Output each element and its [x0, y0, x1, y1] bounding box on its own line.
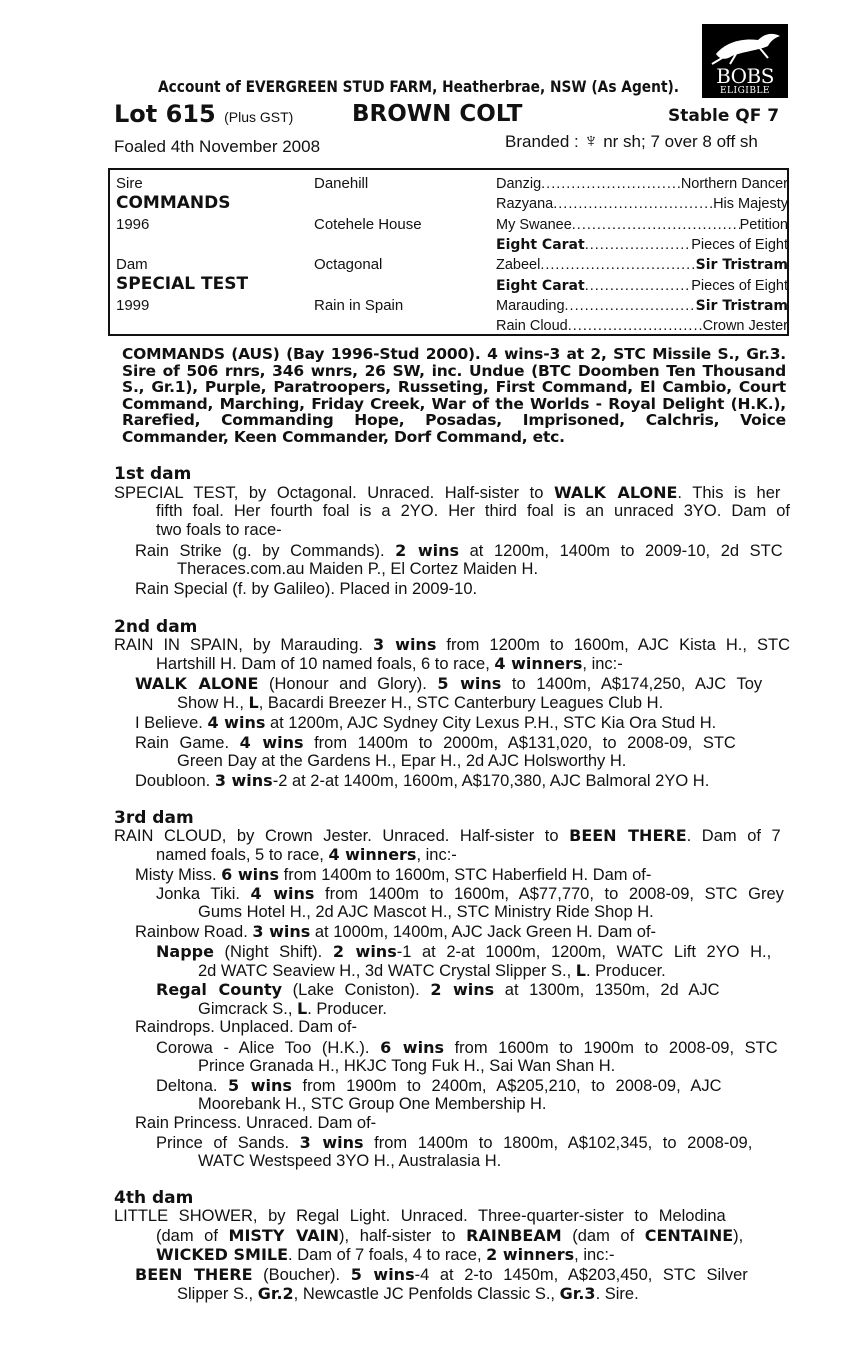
bold-text: RAINBEAM	[466, 1226, 562, 1245]
text: LITTLE SHOWER, by Regal Light. Unraced. Three-quarter-sister to Melodina	[114, 1207, 726, 1225]
text: . Sire.	[595, 1285, 639, 1303]
dam-label: Dam	[116, 256, 148, 273]
pedigree-text-line	[156, 845, 457, 865]
text: . This is her	[677, 484, 781, 502]
text: Rain Princess. Unraced. Dam of-	[135, 1114, 377, 1132]
text: . Dam of 7 foals, 4 to race,	[288, 1246, 487, 1264]
text: -2 at 2-at 1400m, 1600m, A$170,380, AJC Balmoral 2YO H.	[272, 772, 710, 790]
text: at 1000m, 1400m, AJC Jack Green H. Dam of-	[310, 923, 657, 941]
pedigree-text-line	[156, 502, 790, 521]
text: (Lake Coniston).	[282, 981, 431, 999]
pedigree-text-line	[156, 980, 720, 1000]
text: Corowa - Alice Too (H.K.).	[156, 1039, 381, 1057]
bold-text: Gr.2	[257, 1284, 294, 1303]
dam-year: 1999	[116, 297, 150, 314]
text: fifth foal. Her fourth foal is a 2YO. Her third foal is an unraced 3YO. Dam of	[156, 502, 790, 520]
pedigree-text-line	[114, 826, 781, 846]
bold-text: 2 wins	[395, 541, 460, 560]
bold-text: 4 winners	[328, 845, 417, 864]
text: Rain Special (f. by Galileo). Placed in 2009-10.	[135, 580, 478, 598]
pedigree-text-line	[114, 483, 780, 503]
pedigree-text-line	[177, 752, 626, 771]
sire-name: COMMANDS	[116, 193, 231, 213]
bold-text: 4 winners	[494, 654, 583, 673]
first-dam-heading: 1st dam	[114, 464, 192, 484]
text: from 1400m to 1600m, STC Haberfield H. Dam of-	[279, 866, 652, 884]
text: Prince Granada H., HKJC Tong Fuk H., Sai Wan Shan H.	[198, 1057, 616, 1075]
pedigree-text-line	[135, 1114, 376, 1133]
bobs-eligible-logo	[702, 24, 788, 98]
bold-text: BEEN THERE	[135, 1265, 253, 1284]
pedigree-text-line	[156, 1133, 752, 1153]
bold-text: WALK ALONE	[554, 483, 678, 502]
pedigree-text-line	[114, 1207, 726, 1226]
bold-text: L	[575, 961, 586, 980]
text: , Newcastle JC Penfolds Classic S.,	[293, 1285, 560, 1303]
text: RAIN CLOUD, by Crown Jester. Unraced. Half-sister to	[114, 827, 570, 845]
dam-name: SPECIAL TEST	[116, 274, 249, 294]
pedigree-gg-row: Marauding ..... Sir Tristram	[496, 297, 788, 315]
bold-text: WALK ALONE	[135, 674, 259, 693]
sire-summary: COMMANDS (AUS) (Bay 1996-Stud 2000). 4 wins-3 at 2, STC Missile S., Gr.3. Sire of 506 rnrs, 346 wnrs, 26 SW, inc. Undue (BTC Doomben Ten Thousand S., Gr.1), Purple, Paratroopers, Russeting, First Command, El Cambio, Court Command, Marching, Friday Creek, War of the Worlds - Royal Delight (H.K.), Rarefied, Commanding Hope, Posadas, Imprisoned, Calchris, Voice Commander, Keen Commander, Dorf Command, etc.	[122, 345, 786, 446]
sire-dam: Cotehele House	[314, 216, 422, 233]
sire-year: 1996	[116, 216, 150, 233]
text: from 1400m to 2000m, A$131,020, to 2008-09, STC	[303, 734, 736, 752]
bold-text: BEEN THERE	[569, 826, 687, 845]
text: 2d WATC Seaview H., 3d WATC Crystal Slipper S.,	[198, 962, 576, 980]
text: Rain Strike (g. by Commands).	[135, 542, 396, 560]
bold-text: Regal County	[156, 980, 283, 999]
text: from 1400m to 1600m, A$77,770, to 2008-09, STC Grey	[314, 885, 784, 903]
text: Green Day at the Gardens H., Epar H., 2d AJC Holsworthy H.	[177, 752, 627, 770]
pedigree-text-line	[198, 1152, 501, 1171]
text: . Producer.	[307, 1000, 388, 1018]
pedigree-text-line	[156, 1226, 743, 1246]
text: to 1400m, A$174,250, AJC Toy	[501, 675, 763, 693]
pedigree-text-line	[135, 733, 736, 753]
pedigree-text-line	[156, 1038, 778, 1058]
bold-text: 3 wins	[373, 635, 437, 654]
second-dam-heading: 2nd dam	[114, 617, 198, 637]
text: from 1900m to 2400m, A$205,210, to 2008-09, AJC	[291, 1077, 722, 1095]
logo-subtitle: ELIGIBLE	[719, 86, 770, 96]
branded-text: nr sh; 7 over 8 off sh	[603, 132, 758, 151]
pedigree-text-line	[177, 693, 663, 713]
text: Doubloon.	[135, 772, 215, 790]
text: Hartshill H. Dam of 10 named foals, 6 to race,	[156, 655, 495, 673]
third-dam-heading: 3rd dam	[114, 808, 194, 828]
text: (Honour and Glory).	[258, 675, 438, 693]
text: Raindrops. Unplaced. Dam of-	[135, 1018, 357, 1036]
pedigree-text-line	[135, 713, 716, 733]
text: two foals to race-	[156, 521, 282, 539]
pedigree-gg-row: Danzig ..... Northern Dancer	[496, 175, 788, 193]
text: Jonka Tiki.	[156, 885, 251, 903]
pedigree-text-line	[135, 1265, 748, 1285]
bold-text: CENTAINE	[644, 1226, 734, 1245]
sire-label: Sire	[116, 175, 143, 192]
pedigree-text-line	[156, 1076, 722, 1096]
pedigree-text-line	[135, 580, 477, 599]
pedigree-text-line	[135, 922, 656, 942]
pedigree-gg-row: Eight Carat ..... Pieces of Eight	[496, 236, 788, 254]
text: Show H.,	[177, 694, 249, 712]
pedigree-text-line	[156, 1245, 615, 1265]
foaled-date: Foaled 4th November 2008	[114, 137, 321, 156]
pedigree-text-line	[135, 541, 783, 561]
branded-label: Branded :	[505, 132, 579, 151]
pedigree-gg-row: Rain Cloud ..... Crown Jester	[496, 317, 788, 335]
text: Slipper S.,	[177, 1285, 258, 1303]
pedigree-text-line	[198, 1095, 546, 1114]
lot-number	[114, 100, 293, 128]
text: at 1300m, 1350m, 2d AJC	[494, 981, 720, 999]
bold-text: 4 wins	[239, 733, 304, 752]
text: , Bacardi Breezer H., STC Canterbury Leagues Club H.	[258, 694, 664, 712]
bold-text: 5 wins	[228, 1076, 292, 1095]
pedigree-gg-row: Razyana ..... His Majesty	[496, 195, 788, 213]
text: at 1200m, AJC Sydney City Lexus P.H., STC Kia Ora Stud H.	[265, 714, 717, 732]
text: -4 at 2-to 1450m, A$203,450, STC Silver	[414, 1266, 748, 1284]
bold-text: 2 wins	[430, 980, 495, 999]
text: Deltona.	[156, 1077, 229, 1095]
bold-text: 4 wins	[207, 713, 266, 732]
text: WATC Westspeed 3YO H., Australasia H.	[198, 1152, 502, 1170]
bold-text: 3 wins	[252, 922, 311, 941]
bold-text: 5 wins	[350, 1265, 415, 1284]
text: (Night Shift).	[213, 943, 333, 961]
pedigree-text-line	[135, 771, 709, 791]
pedigree-text-line	[156, 942, 771, 962]
pedigree-text-line	[198, 961, 666, 981]
bold-text: WICKED SMILE	[156, 1245, 289, 1264]
text: . Dam of 7	[686, 827, 781, 845]
bold-text: Nappe	[156, 942, 214, 961]
bold-text: 2 wins	[332, 942, 397, 961]
brand-mark-icon: ♆	[583, 130, 599, 152]
text: Moorebank H., STC Group One Membership H.	[198, 1095, 547, 1113]
pedigree-table	[108, 168, 789, 336]
lot-label: Lot 615	[114, 100, 216, 128]
bold-text: L	[297, 999, 308, 1018]
text: , inc:-	[416, 846, 457, 864]
horse-logo-icon	[702, 24, 788, 68]
horse-description: BROWN COLT	[352, 101, 523, 127]
pedigree-text-line	[114, 635, 790, 655]
pedigree-text-line	[135, 1018, 357, 1037]
bold-text: 4 wins	[250, 884, 315, 903]
bold-text: 6 wins	[221, 865, 280, 884]
text: Rainbow Road.	[135, 923, 253, 941]
pedigree-text-line	[198, 903, 654, 922]
pedigree-text-line	[177, 560, 538, 579]
text: , inc:-	[582, 655, 623, 673]
text: ),	[733, 1227, 744, 1245]
text: (Boucher).	[252, 1266, 351, 1284]
text: Gums Hotel H., 2d AJC Mascot H., STC Ministry Ride Shop H.	[198, 903, 654, 921]
text: ), half-sister to	[339, 1227, 467, 1245]
text: from 1200m to 1600m, AJC Kista H., STC	[436, 636, 790, 654]
text: Rain Game.	[135, 734, 240, 752]
bold-text: 6 wins	[380, 1038, 444, 1057]
text: Gimcrack S.,	[198, 1000, 298, 1018]
text: named foals, 5 to race,	[156, 846, 329, 864]
text: from 1600m to 1900m to 2008-09, STC	[443, 1039, 778, 1057]
dam-sire: Octagonal	[314, 256, 383, 273]
pedigree-text-line	[135, 674, 762, 694]
vendor-account: Account of EVERGREEN STUD FARM, Heatherbrae, NSW (As Agent).	[158, 77, 680, 96]
text: I Believe.	[135, 714, 208, 732]
text: (dam of	[156, 1227, 229, 1245]
pedigree-text-line	[198, 999, 387, 1019]
pedigree-gg-row: Zabeel ..... Sir Tristram	[496, 256, 788, 274]
fourth-dam-heading: 4th dam	[114, 1188, 194, 1208]
pedigree-text-line	[156, 884, 784, 904]
pedigree-gg-row: Eight Carat ..... Pieces of Eight	[496, 277, 788, 295]
pedigree-text-line	[156, 521, 282, 540]
sire-sire: Danehill	[314, 175, 369, 192]
text: -1 at 2-at 1000m, 1200m, WATC Lift 2YO H.,	[396, 943, 772, 961]
text: RAIN IN SPAIN, by Marauding.	[114, 636, 373, 654]
pedigree-text-line	[177, 1284, 639, 1304]
brand-info	[505, 130, 758, 153]
pedigree-text-line	[198, 1057, 615, 1076]
bold-text: 5 wins	[437, 674, 502, 693]
bold-text: 3 wins	[214, 771, 273, 790]
text: Misty Miss.	[135, 866, 222, 884]
bold-text: L	[248, 693, 259, 712]
bold-text: 3 wins	[299, 1133, 364, 1152]
pedigree-text-line	[156, 654, 623, 674]
text: , inc:-	[574, 1246, 615, 1264]
bold-text: 2 winners	[486, 1245, 575, 1264]
pedigree-text-line	[135, 865, 651, 885]
text: (dam of	[561, 1227, 645, 1245]
text: at 1200m, 1400m to 2009-10, 2d STC	[459, 542, 783, 560]
text: . Producer.	[585, 962, 666, 980]
bold-text: MISTY VAIN	[228, 1226, 340, 1245]
bold-text: Gr.3	[559, 1284, 596, 1303]
text: from 1400m to 1800m, A$102,345, to 2008-09,	[363, 1134, 753, 1152]
pedigree-gg-row: My Swanee ..... Petition	[496, 216, 788, 234]
gst-note: (Plus GST)	[224, 109, 294, 125]
text: Theraces.com.au Maiden P., El Cortez Maiden H.	[177, 560, 539, 578]
text: Prince of Sands.	[156, 1134, 300, 1152]
dam-dam: Rain in Spain	[314, 297, 404, 314]
logo-name: BOBS	[716, 64, 774, 88]
text: SPECIAL TEST, by Octagonal. Unraced. Half-sister to	[114, 484, 554, 502]
stable-number: Stable QF 7	[668, 106, 780, 126]
